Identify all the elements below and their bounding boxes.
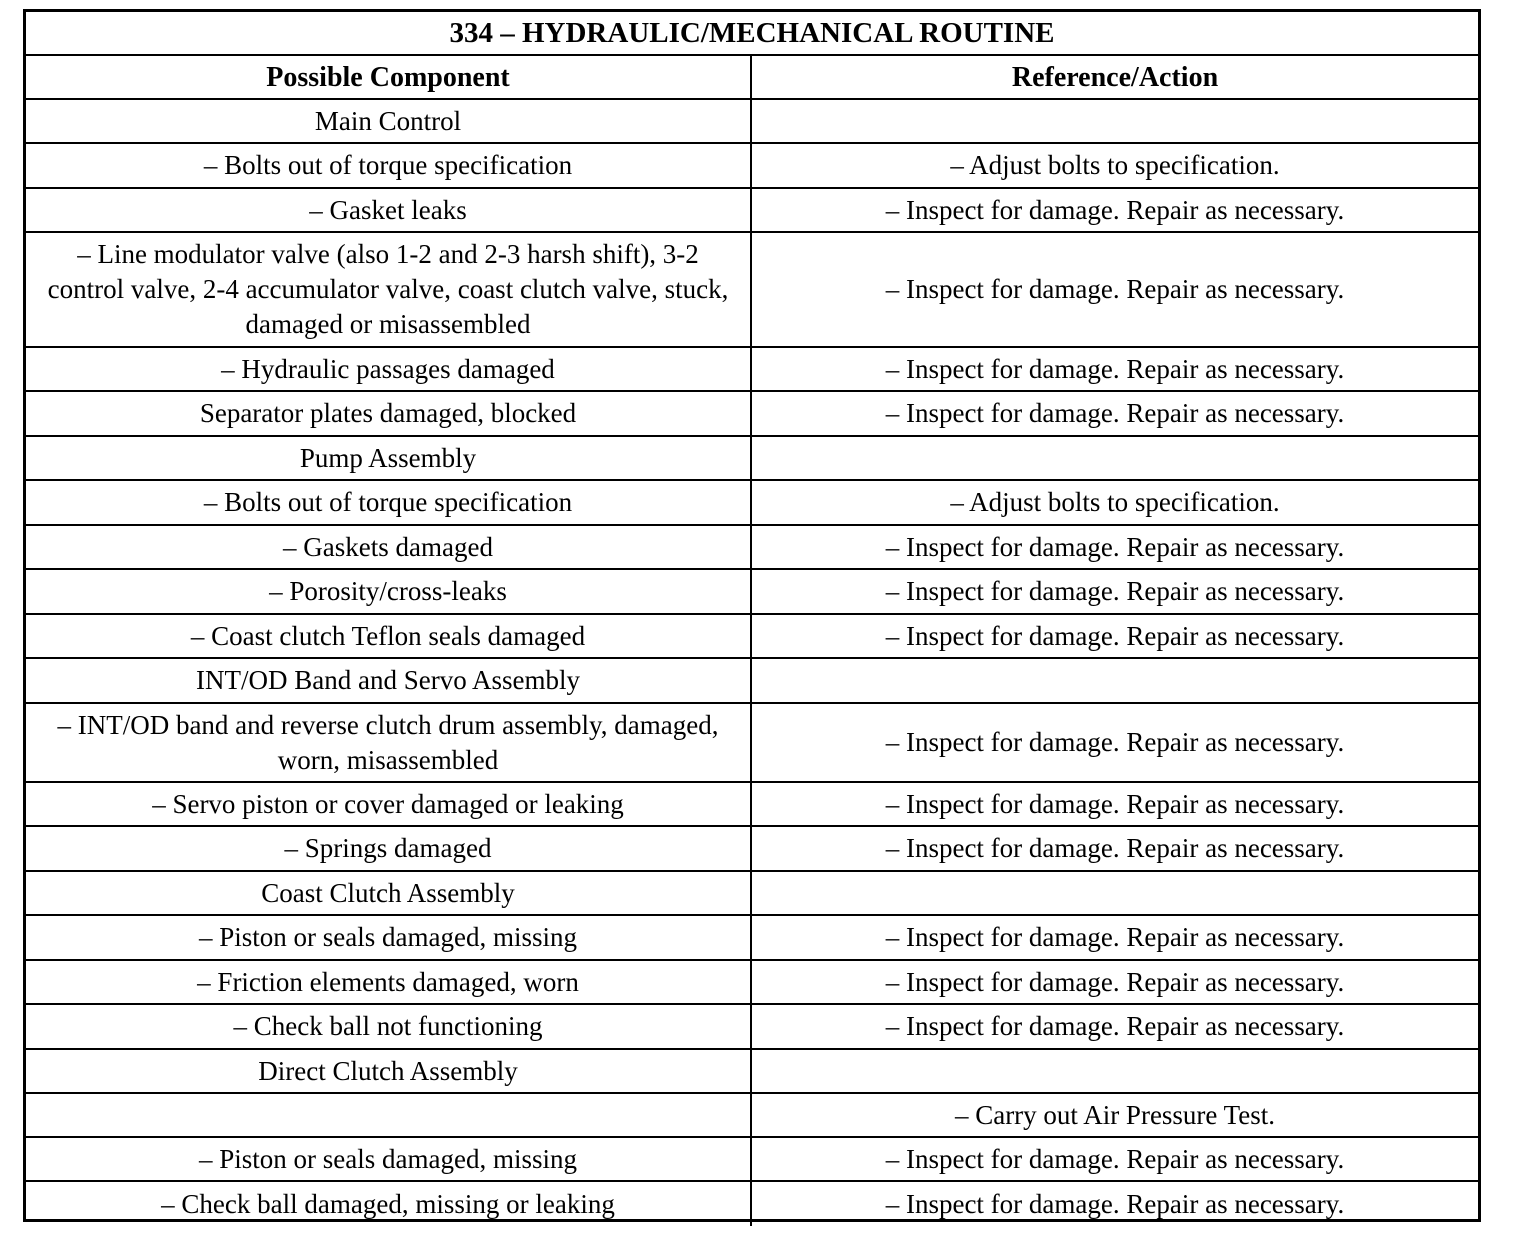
action-cell: – Inspect for damage. Repair as necessary. [885,398,1345,428]
action-cell: – Carry out Air Pressure Test. [954,1099,1276,1130]
component-cell: Main Control [26,100,752,142]
component-cell: – Bolts out of torque specification [26,144,752,187]
component-cell: – Check ball not functioning [26,1005,752,1048]
action-cell: – Adjust bolts to specification. [950,487,1280,517]
component-cell: Coast Clutch Assembly [26,872,752,914]
component-cell: – Piston or seals damaged, missing [26,916,752,959]
component-cell: – Springs damaged [26,827,752,870]
component-cell: Pump Assembly [26,437,752,479]
table-row [26,659,1478,704]
action-cell: – Inspect for damage. Repair as necessary. [885,620,1345,651]
component-cell: – Bolts out of torque specification [26,481,752,524]
routine-table [23,9,1481,1222]
action-cell [752,872,1478,914]
table-row [26,827,1478,872]
action-cell [752,1050,1478,1092]
component-cell: – Gaskets damaged [26,526,752,568]
action-cell: – Inspect for damage. Repair as necessary. [885,1188,1345,1219]
table-row [26,961,1478,1005]
table-row [26,570,1478,615]
component-cell: – Porosity/cross-leaks [26,570,752,613]
action-cell [752,100,1478,142]
action-cell: – Inspect for damage. Repair as necessary. [885,966,1345,997]
action-cell: – Inspect for damage. Repair as necessary. [885,194,1345,225]
action-cell: – Inspect for damage. Repair as necessary. [885,576,1345,606]
table-row [26,348,1478,392]
action-cell: – Inspect for damage. Repair as necessary. [885,922,1345,952]
table-row [26,783,1478,827]
action-cell: – Inspect for damage. Repair as necessary. [885,274,1345,304]
component-cell: – Piston or seals damaged, missing [26,1138,752,1180]
action-cell: – Adjust bolts to specification. [950,150,1280,180]
table-row [26,100,1478,144]
table-row [26,481,1478,526]
action-cell: – Inspect for damage. Repair as necessary. [885,353,1345,384]
table-row [26,1050,1478,1094]
action-cell [752,659,1478,702]
component-cell: Direct Clutch Assembly [26,1050,752,1092]
component-cell: – Check ball damaged, missing or leaking [26,1182,752,1226]
component-cell: – Line modulator valve (also 1-2 and 2-3 harsh shift), 3-2 control valve, 2-4 accumulator valve, coast clutch valve, stuck, damaged or misassembled [26,233,752,346]
table-row [26,916,1478,961]
table-row [26,872,1478,916]
table-row [26,1094,1478,1138]
table-row [26,615,1478,659]
component-cell: INT/OD Band and Servo Assembly [26,659,752,702]
table-header-row [26,56,1478,100]
table-row [26,526,1478,570]
table-row [26,704,1478,783]
table-row [26,1138,1478,1182]
component-cell [26,1094,752,1136]
action-cell: – Inspect for damage. Repair as necessary. [885,833,1345,863]
header-component: Possible Component [26,56,752,98]
action-cell: – Inspect for damage. Repair as necessary. [885,788,1345,819]
component-cell: Separator plates damaged, blocked [26,392,752,435]
table-title: 334 – HYDRAULIC/MECHANICAL ROUTINE [449,16,1055,49]
component-cell: – Hydraulic passages damaged [26,348,752,390]
component-cell: – Servo piston or cover damaged or leaking [26,783,752,825]
table-row [26,392,1478,437]
table-row [26,189,1478,233]
component-cell: – Coast clutch Teflon seals damaged [26,615,752,657]
component-cell: – Friction elements damaged, worn [26,961,752,1003]
header-action: Reference/Action [1011,61,1219,93]
table-title-row [26,12,1478,56]
component-cell: – Gasket leaks [26,189,752,231]
table-row [26,1005,1478,1050]
table-row [26,437,1478,481]
action-cell: – Inspect for damage. Repair as necessary. [885,727,1345,757]
action-cell: – Inspect for damage. Repair as necessary. [885,1011,1345,1041]
action-cell: – Inspect for damage. Repair as necessary. [885,1143,1345,1174]
component-cell: – INT/OD band and reverse clutch drum assembly, damaged, worn, misassembled [26,704,752,781]
table-row [26,233,1478,348]
table-row [26,144,1478,189]
table-row [26,1182,1478,1226]
action-cell [752,437,1478,479]
action-cell: – Inspect for damage. Repair as necessary. [885,531,1345,562]
